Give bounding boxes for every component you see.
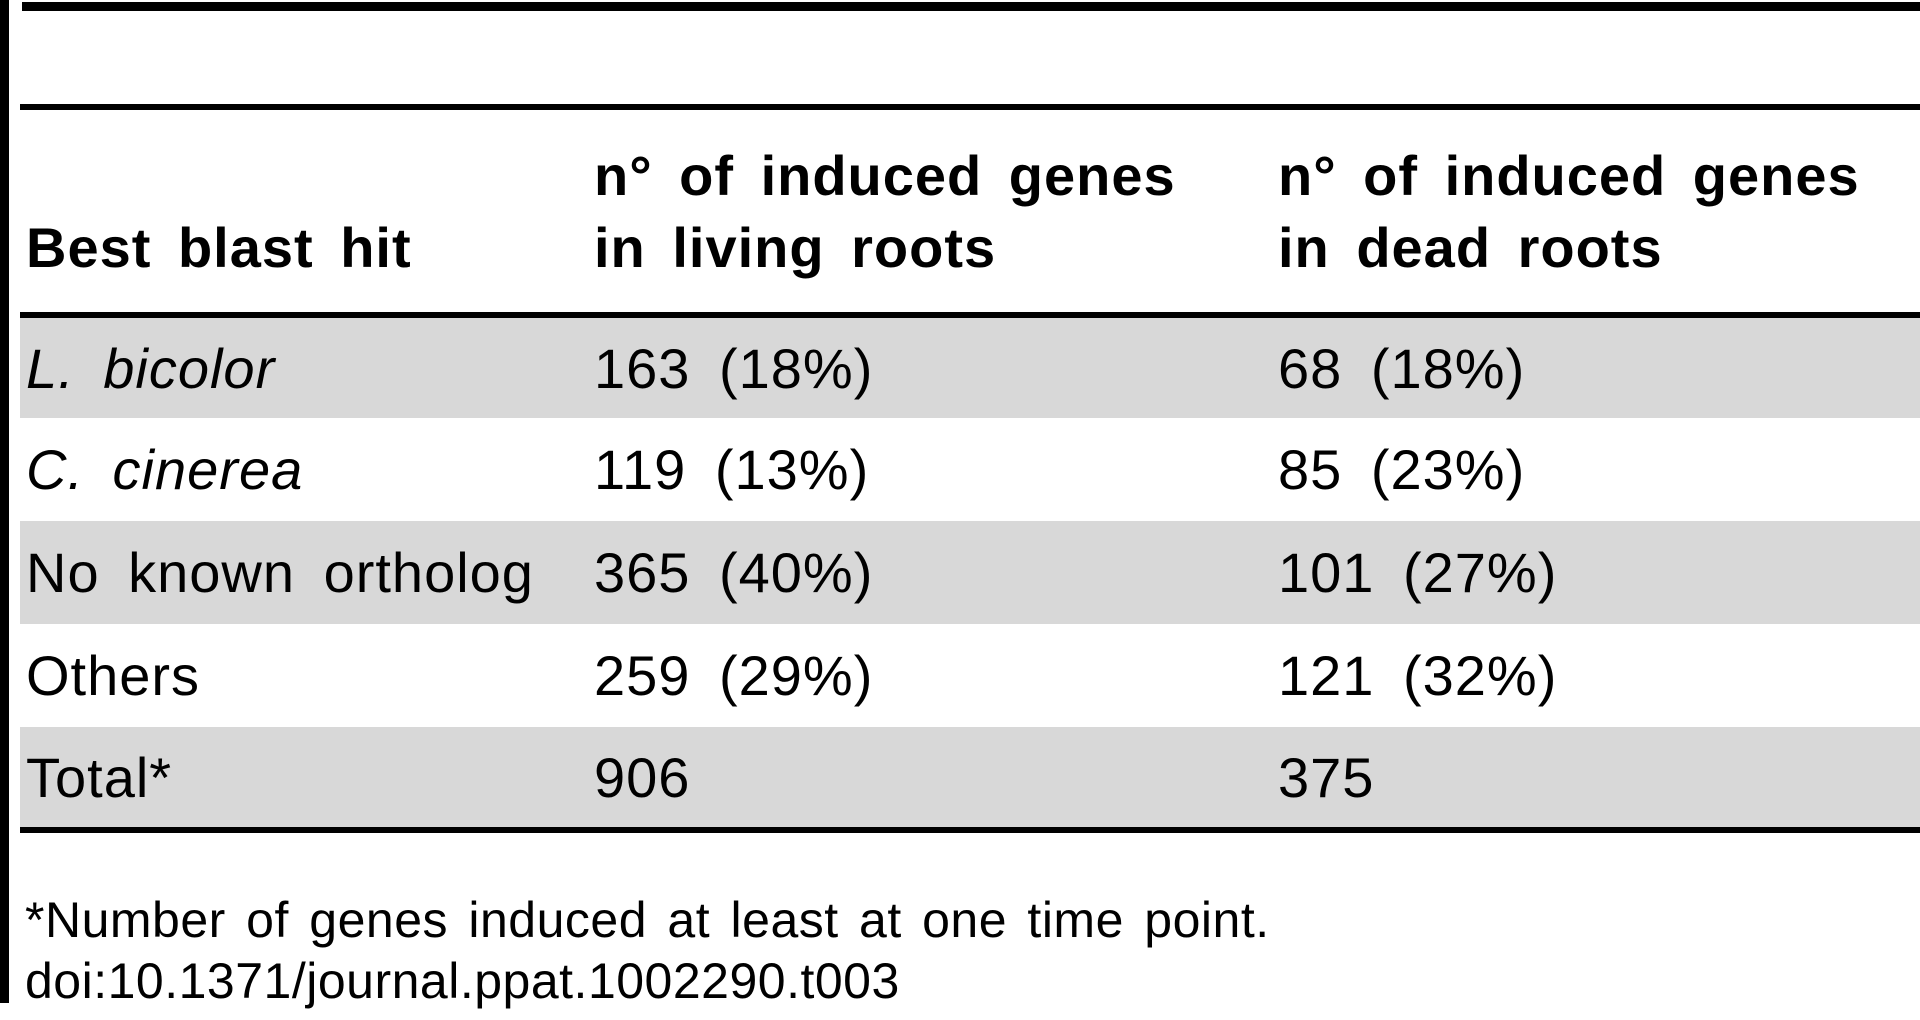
living-roots-value: 163 (18%) [594, 336, 874, 400]
header-row [20, 107, 1920, 315]
row-label: L. bicolor [26, 336, 276, 400]
column-header-living-roots [594, 107, 1278, 315]
table-body [20, 315, 1920, 830]
table-row-l-bicolor [20, 315, 1920, 418]
table-row-c-cinerea [20, 418, 1920, 521]
dead-roots-value: 101 (27%) [1278, 541, 1558, 604]
living-roots-value: 906 [594, 727, 1278, 830]
header-label: Best blast hit [26, 216, 412, 279]
living-roots-value: 119 (13%) [594, 438, 870, 501]
dead-roots-value: 375 [1278, 727, 1920, 830]
column-header-dead-roots [1278, 107, 1920, 315]
dead-roots-value: 85 (23%) [1278, 438, 1526, 501]
dead-roots-value: 68 (18%) [1278, 336, 1526, 400]
doi-line: doi:10.1371/journal.ppat.1002290.t003 [25, 953, 900, 1009]
header-line-1: n° of induced genes [594, 144, 1176, 207]
table-row-others [20, 624, 1920, 727]
table-row-total [20, 727, 1920, 830]
row-label: No known ortholog [26, 541, 534, 604]
row-label: Others [26, 644, 201, 707]
header-line-2: in dead roots [1278, 216, 1663, 279]
table-footnote: *Number of genes induced at least at one time point. [25, 892, 1270, 948]
header-line-1: n° of induced genes [1278, 144, 1860, 207]
column-header-best-blast-hit [20, 107, 594, 315]
table-row-no-known-ortholog [20, 521, 1920, 624]
table-header [20, 107, 1920, 315]
living-roots-value: 259 (29%) [594, 644, 874, 707]
left-edge-bar [0, 0, 9, 1003]
header-line-2: in living roots [594, 216, 997, 279]
row-label: Total* [20, 727, 594, 830]
living-roots-value: 365 (40%) [594, 541, 874, 604]
row-label: C. cinerea [26, 438, 304, 501]
dead-roots-value: 121 (32%) [1278, 644, 1558, 707]
blast-hit-table [20, 104, 1920, 833]
table-top-rule [22, 2, 1920, 11]
